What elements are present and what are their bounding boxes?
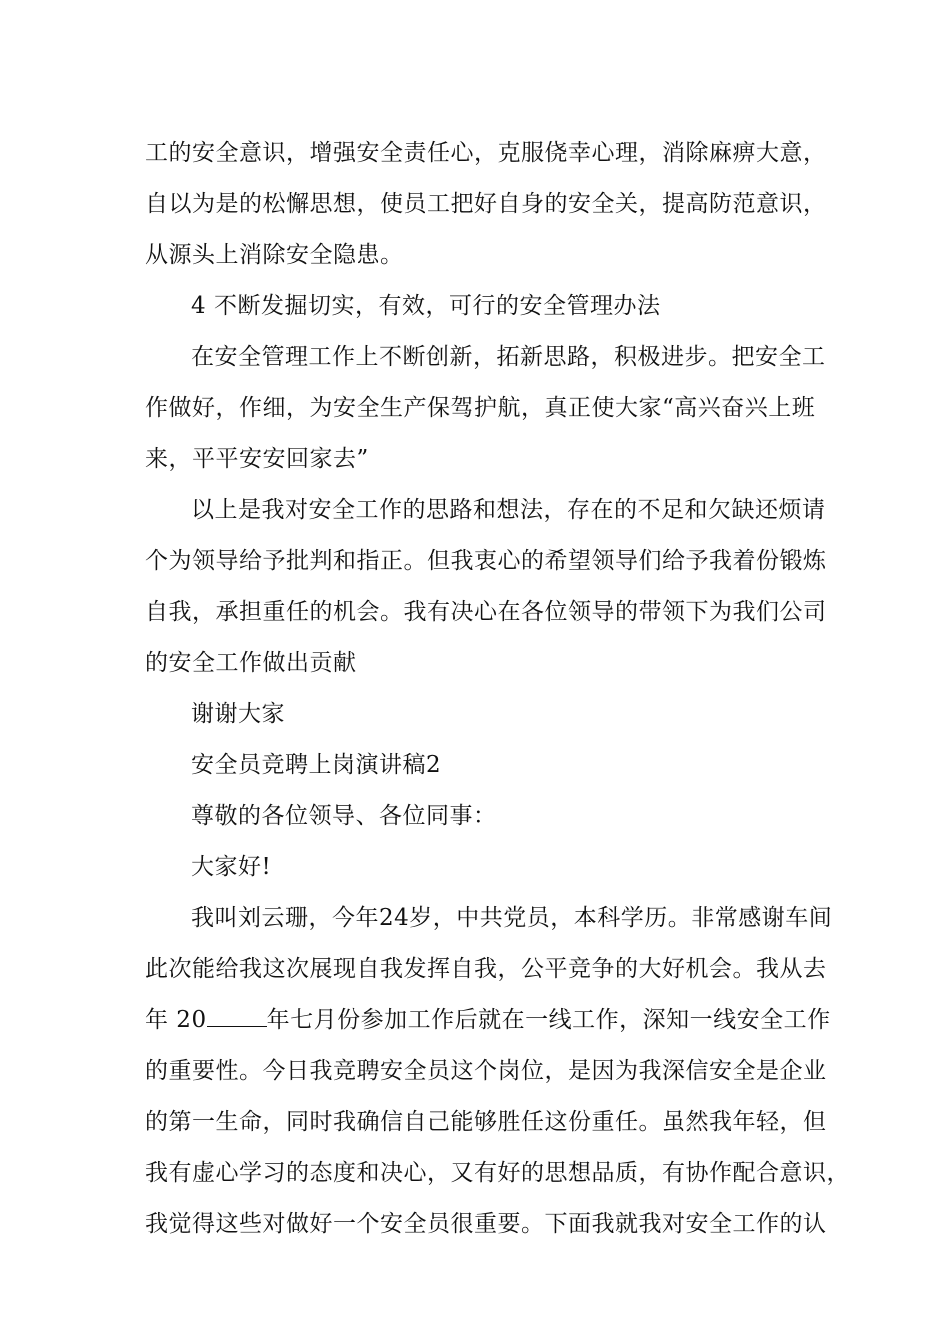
closing-thanks: 谢谢大家: [191, 701, 285, 727]
text-line: 从源头上消除安全隐患。: [145, 242, 404, 268]
text-line: 自我，承担重任的机会。我有决心在各位领导的带领下为我们公司: [145, 599, 827, 625]
text-line: 的重要性。今日我竞聘安全员这个岗位，是因为我深信安全是企业: [145, 1058, 827, 1084]
year-prefix: 年 20: [145, 1007, 207, 1033]
greeting: 大家好!: [191, 854, 272, 880]
year-suffix: 年七月份参加工作后就在一线工作，深知一线安全工作: [266, 1007, 831, 1033]
blank-underline: [207, 1006, 267, 1027]
text-line: 我觉得这些对做好一个安全员很重要。下面我就我对安全工作的认: [145, 1211, 827, 1237]
text-line: 来，平平安安回家去”: [145, 446, 369, 472]
text-line: 个为领导给予批判和指正。但我衷心的希望领导们给予我着份锻炼: [145, 548, 827, 574]
text-line: 的安全工作做出贡献: [145, 650, 357, 676]
text-line: 我有虚心学习的态度和决心，又有好的思想品质，有协作配合意识，: [145, 1160, 850, 1186]
text-line: 在安全管理工作上不断创新，拓新思路，积极进步。把安全工: [191, 344, 826, 370]
text-line: 此次能给我这次展现自我发挥自我，公平竞争的大好机会。我从去: [145, 956, 827, 982]
speech-title: 安全员竞聘上岗演讲稿2: [191, 752, 442, 778]
text-line: 自以为是的松懈思想，使员工把好自身的安全关，提高防范意识，: [145, 191, 827, 217]
text-line-with-blank: [145, 995, 831, 1046]
document-body: [145, 128, 850, 1250]
text-line: 作做好，作细，为安全生产保驾护航，真正使大家“高兴奋兴上班: [145, 395, 816, 421]
section-heading: 4 不断发掘切实，有效，可行的安全管理办法: [191, 293, 661, 319]
text-line: 以上是我对安全工作的思路和想法，存在的不足和欠缺还烦请: [191, 497, 826, 523]
text-line: 工的安全意识，增强安全责任心，克服侥幸心理，消除麻痹大意，: [145, 140, 827, 166]
salutation: 尊敬的各位领导、各位同事：: [191, 803, 497, 829]
text-line: 我叫刘云珊，今年24岁，中共党员，本科学历。非常感谢车间: [191, 905, 833, 931]
text-line: 的第一生命，同时我确信自己能够胜任这份重任。虽然我年轻，但: [145, 1109, 827, 1135]
